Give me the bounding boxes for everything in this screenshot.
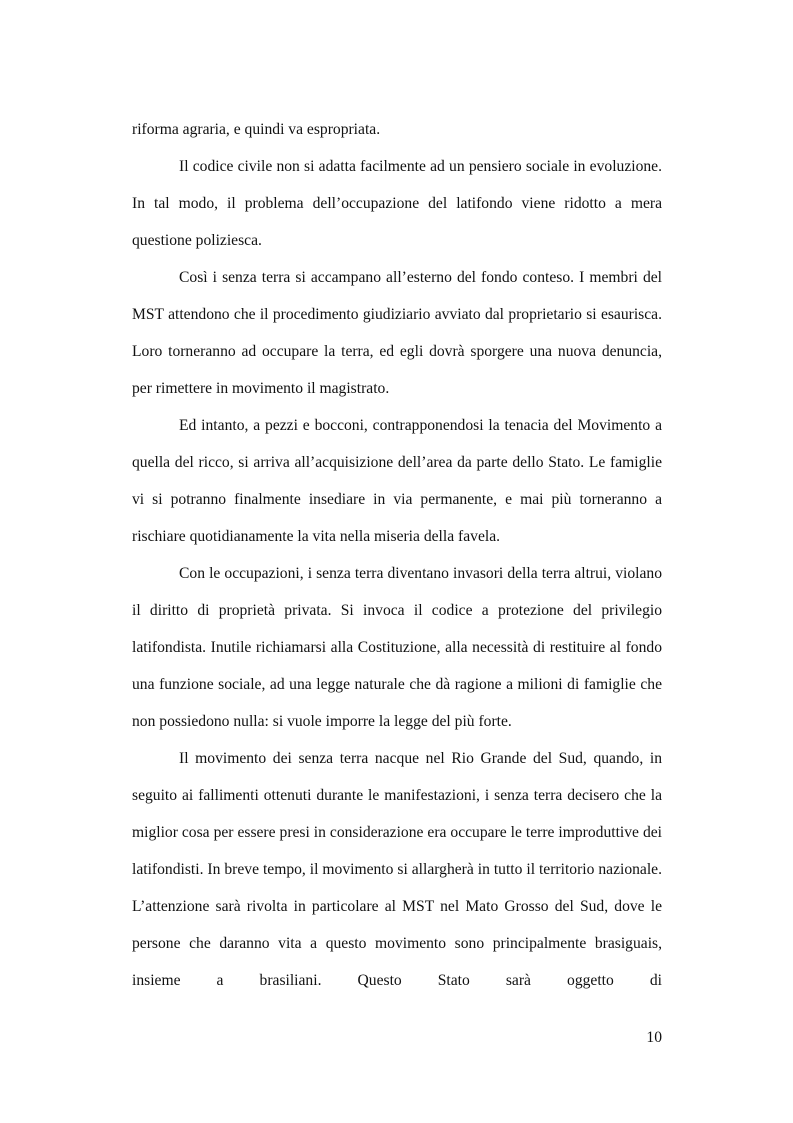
paragraph: Così i senza terra si accampano all’esterno del fondo conteso. I membri del MST attendono che il procedimento giudiziario avviato dal proprietario si esaurisca. Loro torneranno ad occupare la terra, ed egli dovrà sporgere una nuova denuncia, per rimettere in movimento il magistrato. [132, 269, 662, 397]
paragraph: Il codice civile non si adatta facilmente ad un pensiero sociale in evoluzione. In tal modo, il problema dell’occupazione del latifondo viene ridotto a mera questione poliziesca. [132, 158, 662, 249]
paragraph: Il movimento dei senza terra nacque nel Rio Grande del Sud, quando, in seguito ai fallimenti ottenuti durante le manifestazioni, i senza terra decisero che la miglior cosa per essere presi in considerazione era occupare le terre improduttive dei latifondisti. In breve tempo, il movimento si allargherà in tutto il territorio nazionale. L’attenzione sarà rivolta in particolare al MST nel Mato Grosso del Sud, dove le persone che daranno vita a questo movimento sono principalmente brasiguais, insieme a brasiliani. Questo Stato sarà oggetto di [132, 750, 662, 989]
paragraph: Con le occupazioni, i senza terra diventano invasori della terra altrui, violano il diritto di proprietà privata. Si invoca il codice a protezione del privilegio latifondista. Inutile richiamarsi alla Costituzione, alla necessità di restituire al fondo una funzione sociale, ad una legge naturale che dà ragione a milioni di famiglie che non possiedono nulla: si vuole imporre la legge del più forte. [132, 565, 662, 730]
paragraph-continuation: riforma agraria, e quindi va espropriata. [132, 121, 381, 138]
body-text [132, 111, 662, 999]
paragraph: Ed intanto, a pezzi e bocconi, contrapponendosi la tenacia del Movimento a quella del ricco, si arriva all’acquisizione dell’area da parte dello Stato. Le famiglie vi si potranno finalmente insediare in via permanente, e mai più torneranno a rischiare quotidianamente la vita nella miseria della favela. [132, 417, 662, 545]
page-number: 10 [646, 1029, 662, 1046]
